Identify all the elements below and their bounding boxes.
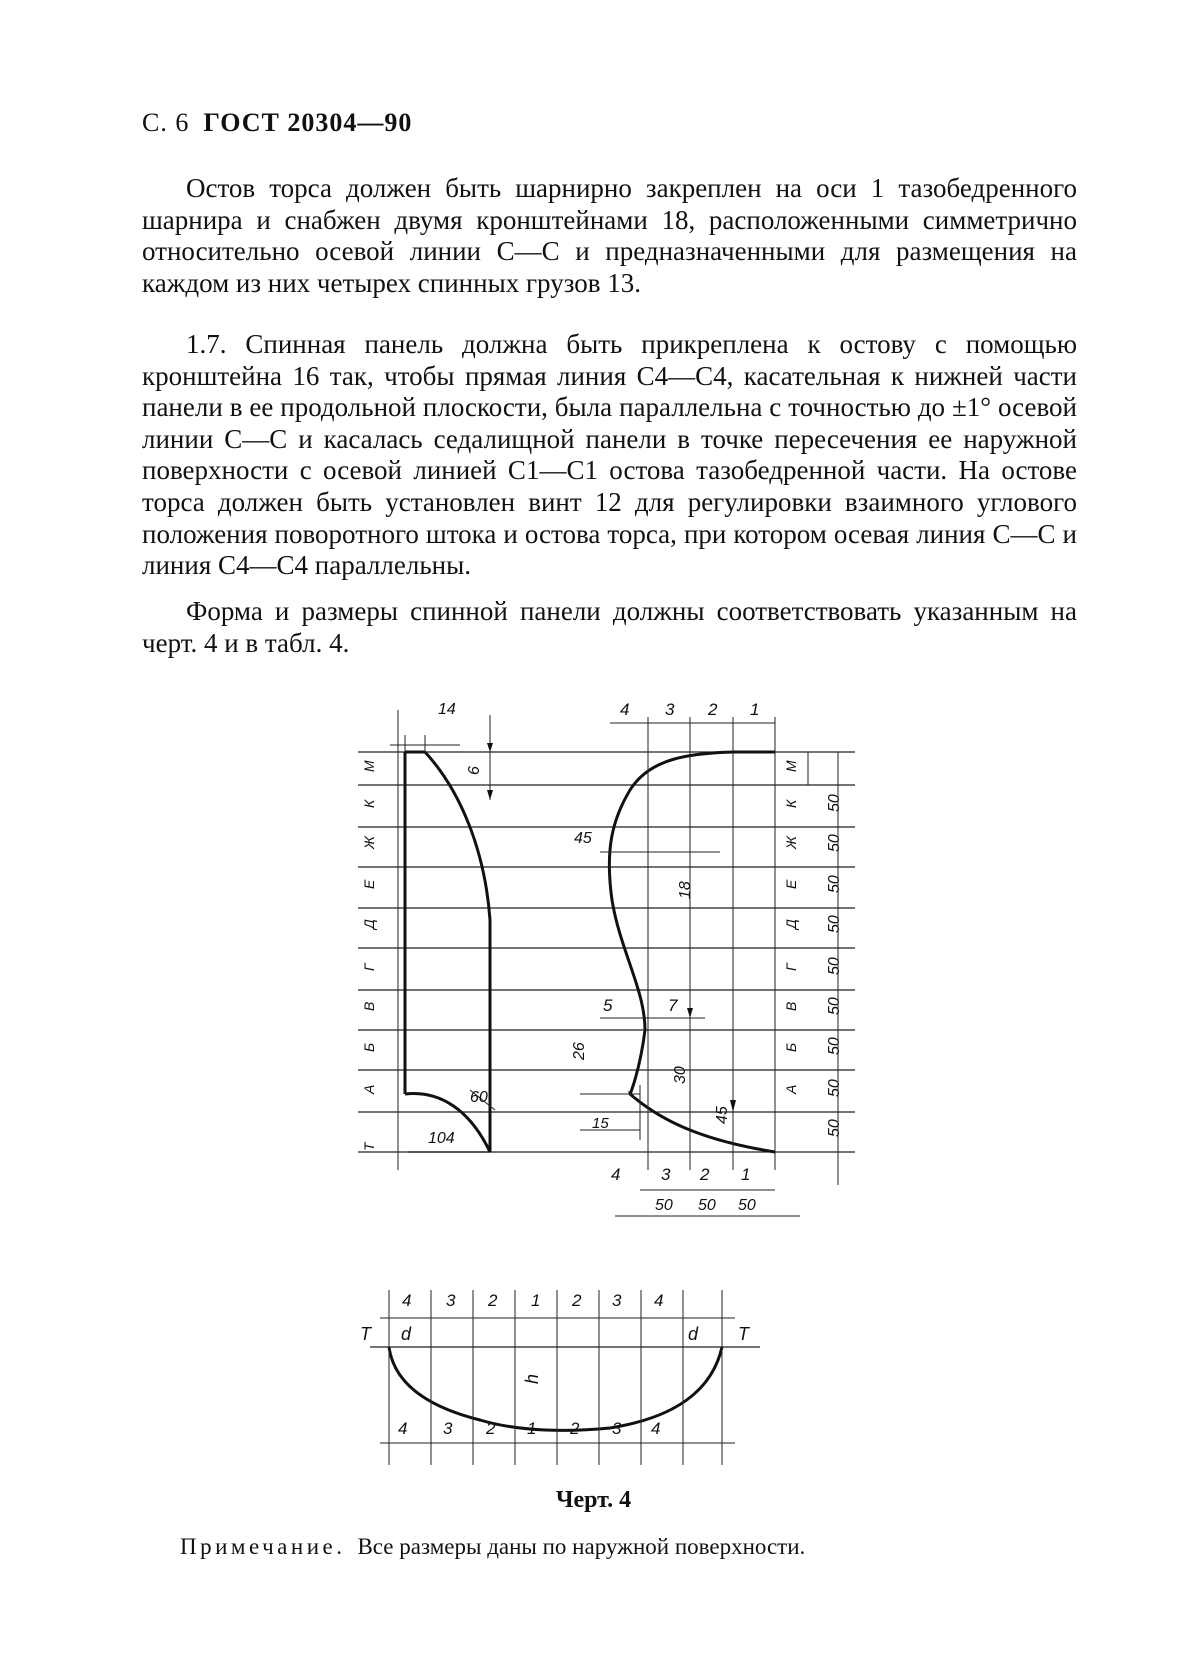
svg-text:Т: Т [360, 1324, 371, 1344]
svg-text:3: 3 [446, 1291, 456, 1310]
svg-text:1: 1 [527, 1419, 537, 1438]
svg-text:Ж: Ж [783, 836, 799, 849]
svg-text:А: А [783, 1084, 799, 1094]
svg-text:4: 4 [402, 1291, 412, 1310]
svg-text:1: 1 [750, 700, 760, 719]
svg-text:М: М [361, 760, 377, 772]
svg-text:30: 30 [672, 1066, 689, 1084]
level-lines [358, 752, 855, 1152]
svg-text:3: 3 [612, 1419, 622, 1438]
svg-text:2: 2 [570, 1419, 580, 1438]
right-labels [783, 760, 799, 1095]
svg-text:50: 50 [826, 1037, 843, 1055]
paragraph-3: Форма и размеры спинной панели должны соответствовать указанным на черт. 4 и в табл. 4. [142, 596, 1077, 658]
svg-text:50: 50 [738, 1197, 756, 1214]
svg-text:А: А [361, 1084, 377, 1094]
svg-text:50: 50 [826, 1079, 843, 1097]
svg-text:50: 50 [826, 957, 843, 975]
svg-text:1: 1 [741, 1165, 751, 1184]
svg-text:6: 6 [466, 766, 483, 775]
svg-text:2: 2 [486, 1419, 496, 1438]
svg-text:К: К [361, 799, 377, 808]
svg-text:5: 5 [603, 996, 613, 1015]
svg-text:15: 15 [592, 1115, 609, 1132]
standard-code: ГОСТ 20304—90 [203, 108, 413, 137]
svg-text:1: 1 [531, 1291, 541, 1310]
svg-text:В: В [783, 1001, 799, 1011]
right-view-dims [571, 830, 731, 1132]
svg-text:50: 50 [826, 1119, 843, 1137]
svg-text:4: 4 [651, 1419, 661, 1438]
svg-text:h: h [522, 1373, 542, 1384]
svg-text:50: 50 [826, 997, 843, 1015]
svg-text:4: 4 [654, 1291, 664, 1310]
svg-text:104: 104 [428, 1130, 455, 1147]
svg-text:Ж: Ж [361, 836, 377, 849]
svg-text:4: 4 [398, 1419, 408, 1438]
svg-text:26: 26 [571, 1042, 588, 1060]
cross-section [370, 1290, 760, 1465]
svg-text:14: 14 [438, 701, 456, 718]
figure-caption: Черт. 4 [555, 1487, 632, 1513]
section-labels [398, 1291, 663, 1438]
svg-text:Е: Е [361, 879, 377, 889]
svg-text:7: 7 [668, 996, 678, 1015]
svg-text:18: 18 [677, 881, 694, 899]
note-text: Все размеры даны по наружной поверхности. [357, 1534, 806, 1559]
svg-text:3: 3 [612, 1291, 622, 1310]
svg-text:4: 4 [620, 700, 630, 719]
svg-text:Г: Г [783, 963, 799, 971]
svg-text:Т: Т [738, 1324, 749, 1344]
svg-text:4: 4 [611, 1165, 621, 1184]
svg-text:50: 50 [655, 1197, 673, 1214]
page-number: С. 6 [142, 108, 190, 137]
left-labels [361, 760, 377, 1151]
right-dims [808, 752, 843, 1185]
svg-text:2: 2 [572, 1291, 582, 1310]
paragraph-1: Остов торса должен быть шарнирно закреплен на оси 1 тазобедренного шарнира и снабжен двумя кронштейнами 18, расположенными симметрично относительно осевой линии С—С и предназначенными для размещения на каждом из них четырех спинных грузов 13. [142, 173, 1077, 298]
note-label: Примечание. [180, 1534, 346, 1559]
svg-text:Д: Д [361, 919, 377, 929]
svg-text:2: 2 [700, 1165, 710, 1184]
svg-text:50: 50 [826, 834, 843, 852]
bottom-zone-labels [611, 1165, 800, 1216]
svg-text:d: d [401, 1324, 412, 1344]
top-zone-labels [610, 700, 775, 723]
svg-text:d: d [688, 1324, 699, 1344]
svg-text:3: 3 [443, 1419, 453, 1438]
svg-text:45: 45 [714, 1106, 731, 1124]
svg-text:Б: Б [361, 1042, 377, 1052]
paragraph-2: 1.7. Спинная панель должна быть прикреплена к остову с помощью кронштейна 16 так, чтобы прямая линия С4—С4, касательная к нижней части панели в ее продольной плоскости, была параллельна с точностью до ±1° осевой линии С—С и касалась седалищной панели в точке пересечения ее наружной поверхности с осевой линией С1—С1 остова тазобедренной части. На остове торса должен быть установлен винт 12 для регулировки взаимного углового положения поворотного штока и остова торса, при котором осевая линия С—С и линия С4—С4 параллельны. [142, 329, 1077, 581]
footnote [180, 1534, 805, 1560]
svg-text:2: 2 [708, 700, 718, 719]
section-marks [360, 1324, 751, 1384]
svg-text:В: В [361, 1001, 377, 1011]
svg-text:50: 50 [698, 1197, 716, 1214]
svg-text:3: 3 [661, 1165, 671, 1184]
svg-text:Г: Г [361, 963, 377, 971]
svg-text:50: 50 [826, 794, 843, 812]
svg-text:60: 60 [470, 1089, 488, 1106]
svg-text:Е: Е [783, 879, 799, 889]
svg-text:Т: Т [361, 1142, 377, 1151]
svg-text:Д: Д [783, 919, 799, 929]
svg-text:45: 45 [574, 830, 592, 847]
svg-text:50: 50 [826, 875, 843, 893]
svg-text:К: К [783, 799, 799, 808]
svg-text:50: 50 [826, 915, 843, 933]
svg-text:Б: Б [783, 1042, 799, 1052]
svg-text:3: 3 [665, 700, 675, 719]
svg-text:М: М [783, 760, 799, 772]
svg-text:2: 2 [488, 1291, 498, 1310]
